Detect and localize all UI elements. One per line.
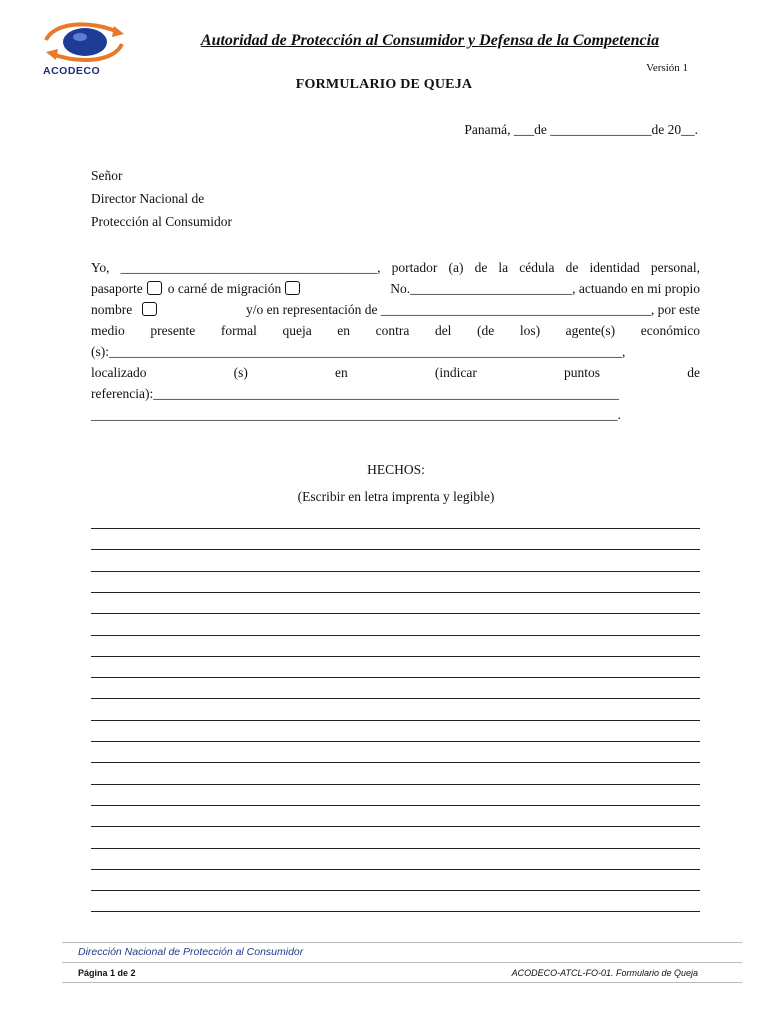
word: cédula: [519, 260, 555, 275]
word: Yo,: [91, 260, 110, 275]
logo-text: ACODECO: [43, 65, 101, 77]
writing-line[interactable]: [91, 890, 700, 891]
own-name-label: nombre: [91, 302, 133, 317]
own-name-checkbox[interactable]: [142, 302, 157, 316]
writing-line[interactable]: [91, 592, 700, 593]
word: económico: [640, 323, 700, 338]
word: del: [434, 323, 452, 338]
writing-line[interactable]: [91, 762, 700, 763]
writing-line[interactable]: [91, 720, 700, 721]
facts-instruction: (Escribir en letra imprenta y legible): [297, 489, 495, 504]
word: los): [519, 323, 541, 338]
word: de: [565, 260, 579, 275]
word: en: [335, 365, 348, 380]
word: personal,: [650, 260, 700, 275]
word: (de: [477, 323, 495, 338]
version-label: Versión 1: [646, 62, 688, 74]
migration-card-checkbox[interactable]: [285, 281, 300, 295]
writing-line[interactable]: [91, 613, 700, 614]
word: de: [474, 260, 488, 275]
body-line-4: [91, 323, 700, 339]
document-number-field[interactable]: No.________________________, actuando en mi propio: [390, 281, 700, 296]
writing-line[interactable]: [91, 528, 700, 529]
writing-line[interactable]: [91, 635, 700, 636]
word: en: [337, 323, 351, 338]
writing-line[interactable]: [91, 549, 700, 550]
writing-line[interactable]: [91, 741, 700, 742]
body-line-1[interactable]: [91, 260, 700, 276]
writing-line[interactable]: [91, 698, 700, 699]
facts-title: HECHOS:: [367, 462, 425, 477]
writing-line[interactable]: [91, 805, 700, 806]
word: queja: [282, 323, 312, 338]
representation-field[interactable]: y/o en representación de ________________________________________, por este: [245, 302, 700, 317]
addressee-line-3: Protección al Consumidor: [91, 214, 232, 229]
acodeco-logo: [40, 20, 130, 78]
writing-line[interactable]: [91, 571, 700, 572]
document-code: ACODECO-ATCL-FO-01. Formulario de Queja: [511, 968, 698, 978]
reference-field-continued[interactable]: ______________________________________________________________________________.: [91, 407, 621, 422]
writing-line[interactable]: [91, 911, 700, 912]
word: presente: [150, 323, 196, 338]
footer-divider-2: [62, 962, 742, 963]
addressee-line-2: Director Nacional de: [91, 191, 205, 206]
organization-title: Autoridad de Protección al Consumidor y Defensa de la Competencia: [200, 32, 660, 49]
writing-line[interactable]: [91, 784, 700, 785]
writing-line[interactable]: [91, 848, 700, 849]
word: portador: [391, 260, 438, 275]
footer-divider-3: [62, 982, 742, 983]
migration-card-label: o carné de migración: [167, 281, 282, 296]
page-number: Página 1 de 2: [78, 968, 136, 978]
word: (s): [233, 365, 248, 380]
word: de: [687, 365, 700, 380]
word: (indicar: [434, 365, 477, 380]
writing-line[interactable]: [91, 869, 700, 870]
passport-checkbox[interactable]: [147, 281, 162, 295]
footer-divider: [62, 942, 742, 943]
word: medio: [91, 323, 125, 338]
word: localizado: [91, 365, 147, 380]
word: puntos: [564, 365, 601, 380]
economic-agent-field[interactable]: (s):____________________________________________________________________________,: [91, 344, 626, 359]
body-line-2: [91, 281, 700, 297]
writing-line[interactable]: [91, 677, 700, 678]
footer-department: Dirección Nacional de Protección al Consumidor: [78, 946, 304, 958]
word: contra: [375, 323, 410, 338]
writing-line[interactable]: [91, 656, 700, 657]
word: (a): [448, 260, 464, 275]
word: identidad: [589, 260, 640, 275]
writing-line[interactable]: [91, 826, 700, 827]
date-line[interactable]: Panamá, ___de _______________de 20__.: [464, 122, 698, 137]
reference-field[interactable]: referencia):_____________________________________________________________________: [91, 386, 619, 401]
word: agente(s): [565, 323, 616, 338]
form-title: FORMULARIO DE QUEJA: [295, 77, 473, 92]
body-line-6: [91, 365, 700, 381]
addressee-line-1: Señor: [91, 168, 123, 183]
word: la: [498, 260, 509, 275]
body-line-3: [91, 302, 700, 318]
word: formal: [220, 323, 257, 338]
word: ______________________________________,: [120, 260, 381, 275]
passport-label: pasaporte: [91, 281, 143, 296]
